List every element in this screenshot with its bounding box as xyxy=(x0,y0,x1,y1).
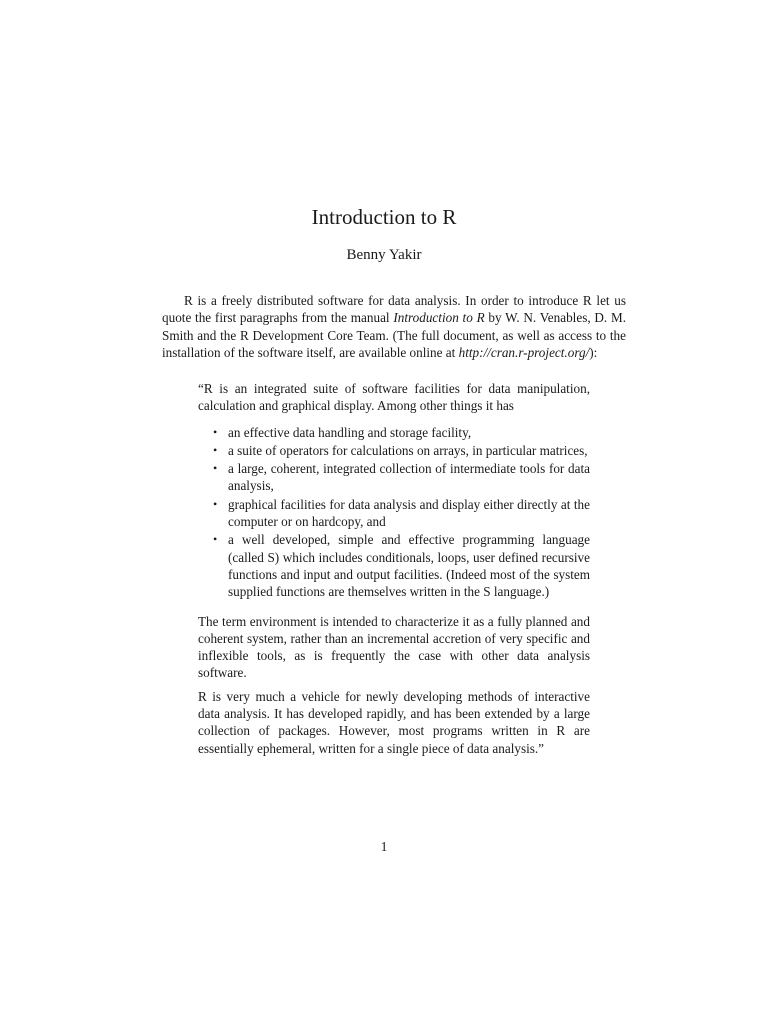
quote-paragraph-3: R is very much a vehicle for newly developing methods of interactive data analysis. It has developed rapidly, and has been extended by a large collection of packages. However, most programs written in R are essentially ephemeral, written for a single piece of data analysis.” xyxy=(198,688,590,756)
quotation-block xyxy=(198,380,590,757)
list-item xyxy=(198,424,590,441)
bullet-icon: • xyxy=(213,496,218,511)
intro-paragraph xyxy=(162,292,626,361)
intro-text-2: by W. N. Venables, D. M. Smith and the R Development Core Team. (The full document, as well as access to the installation of the software itself, are available online at xyxy=(162,310,626,360)
bullet-icon: • xyxy=(213,532,218,547)
intro-text-1: R is a freely distributed software for data analysis. In order to introduce R let us quote the first paragraphs from the manual xyxy=(162,293,626,326)
document-title: Introduction to R xyxy=(311,205,457,229)
list-item-text: a suite of operators for calculations on arrays, in particular matrices, xyxy=(228,442,588,458)
quote-opening: “R is an integrated suite of software facilities for data manipulation, calculation and graphical display. Among other things it has xyxy=(198,381,590,414)
author-name: Benny Yakir xyxy=(346,247,422,263)
feature-list xyxy=(198,424,590,601)
list-item xyxy=(198,531,590,600)
quote-paragraph-2: The term environment is intended to characterize it as a fully planned and coherent system, rather than an incremental accretion of very specific and inflexible tools, as is frequently the case with other data analysis software. xyxy=(198,613,590,681)
list-item-text: an effective data handling and storage facility, xyxy=(228,424,472,440)
list-item xyxy=(198,442,590,459)
list-item xyxy=(198,460,590,495)
intro-text-3: ): xyxy=(589,344,598,360)
list-item-text: a large, coherent, integrated collection of intermediate tools for data analysis, xyxy=(228,461,590,494)
list-item-text: graphical facilities for data analysis and display either directly at the computer or on hardcopy, and xyxy=(228,496,590,530)
list-item-text: a well developed, simple and effective programming language (called S) which includes conditionals, loops, user defined recursive functions and input and output facilities. (Indeed most of the system supplied functions are themselves written in the S language.) xyxy=(228,532,590,600)
manual-title: Introduction to R xyxy=(393,310,485,326)
bullet-icon: • xyxy=(213,442,218,457)
bullet-icon: • xyxy=(213,461,218,476)
list-item xyxy=(198,496,590,531)
page-number: 1 xyxy=(380,839,388,854)
cran-url: http://cran.r-project.org/ xyxy=(458,344,590,360)
bullet-icon: • xyxy=(213,424,218,439)
